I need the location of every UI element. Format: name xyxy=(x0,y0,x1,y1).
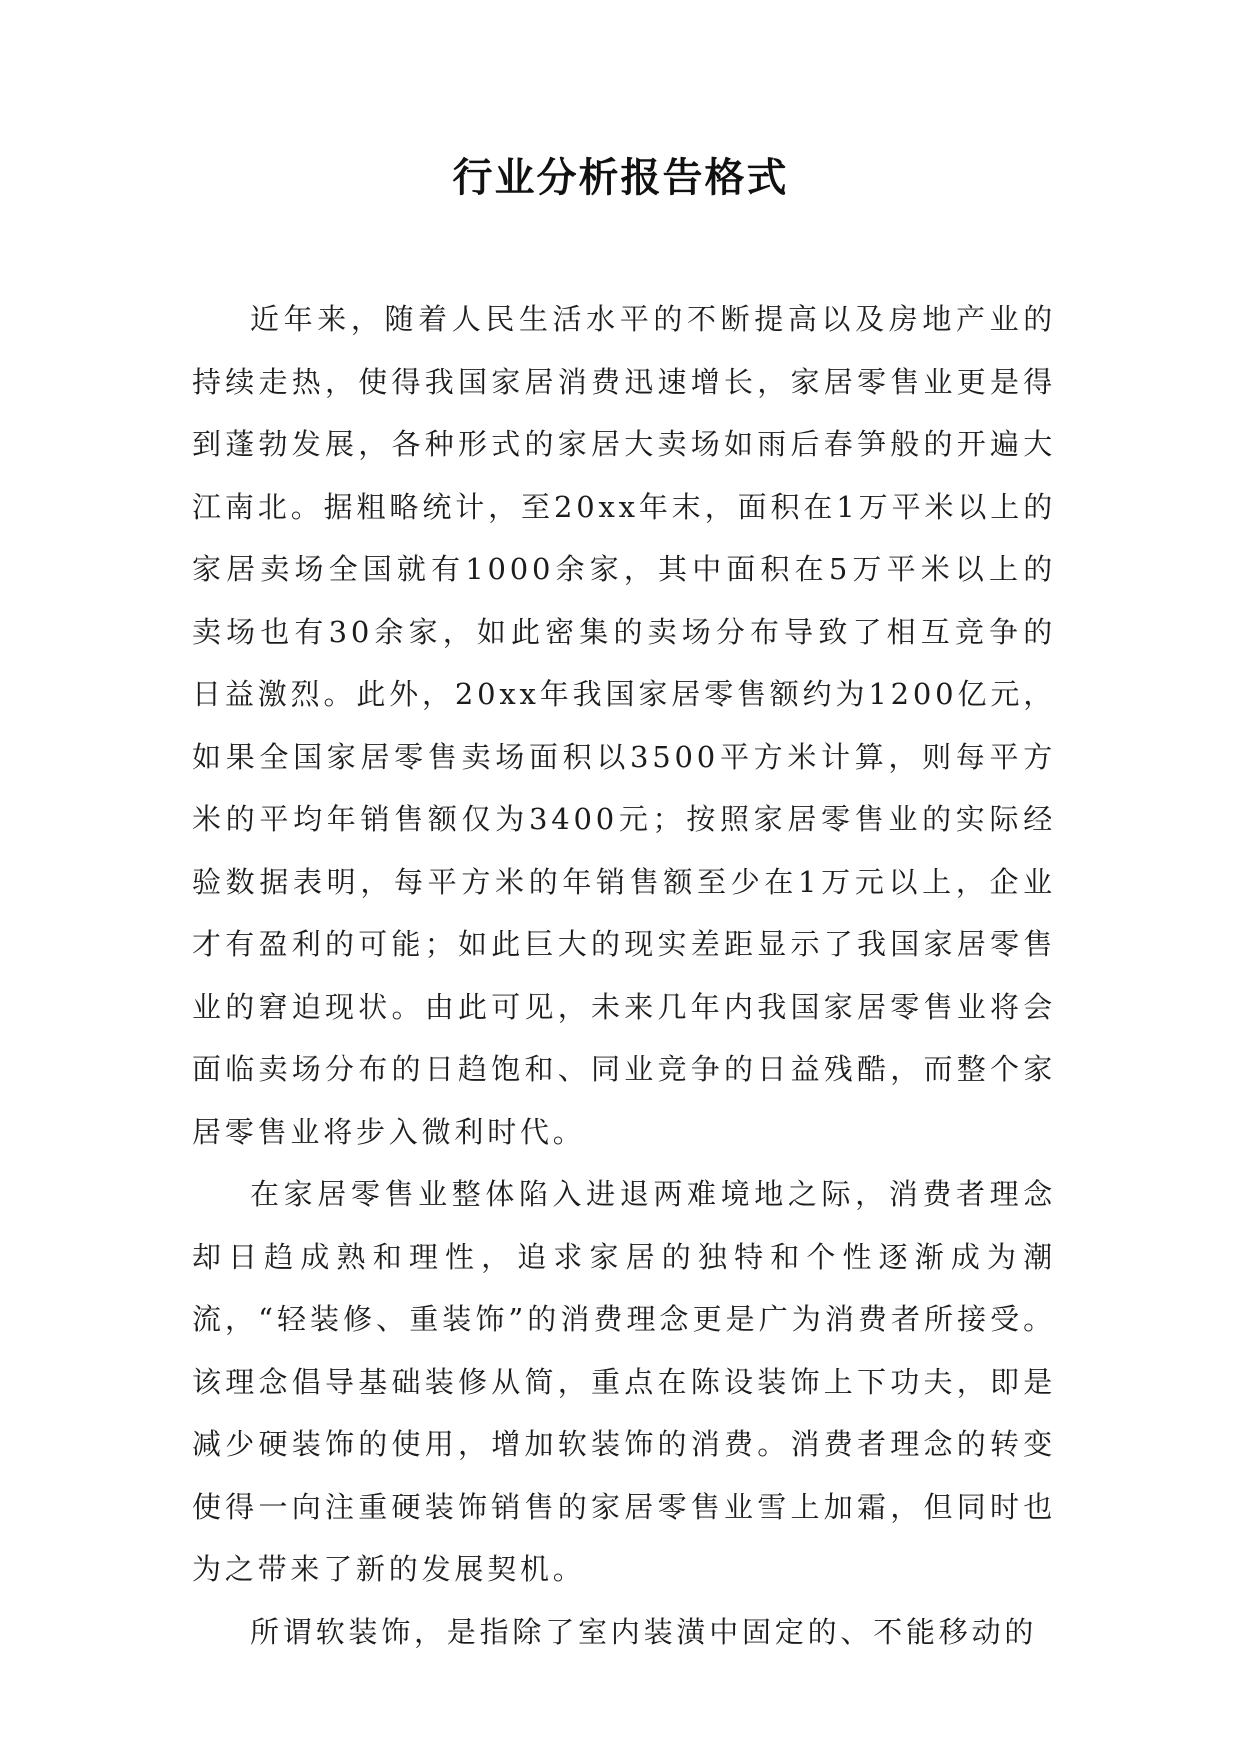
paragraph-3: 所谓软装饰，是指除了室内装潢中固定的、不能移动的 xyxy=(250,1614,1038,1649)
document-title: 行业分析报告格式 xyxy=(452,155,789,201)
document-body xyxy=(192,288,1056,1663)
paragraph-1: 近年来，随着人民生活水平的不断提高以及房地产业的持续走热，使得我国家居消费迅速增长，家居零售业更是得到蓬勃发展，各种形式的家居大卖场如雨后春笋般的开遍大江南北。据粗略统计，至20xx年末，面积在1万平米以上的家居卖场全国就有1000余家，其中面积在5万平米以上的卖场也有30余家，如此密集的卖场分布导致了相互竞争的日益激烈。此外，20xx年我国家居零售额约为1200亿元，如果全国家居零售卖场面积以3500平方米计算，则每平方米的平均年销售额仅为3400元；按照家居零售业的实际经验数据表明，每平方米的年销售额至少在1万元以上，企业才有盈利的可能；如此巨大的现实差距显示了我国家居零售业的窘迫现状。由此可见，未来几年内我国家居零售业将会面临卖场分布的日趋饱和、同业竞争的日益残酷，而整个家居零售业将步入微利时代。 xyxy=(192,302,1056,1149)
paragraph-2: 在家居零售业整体陷入进退两难境地之际，消费者理念却日趋成熟和理性，追求家居的独特和个性逐渐成为潮流，“轻装修、重装饰”的消费理念更是广为消费者所接受。该理念倡导基础装修从简，重点在陈设装饰上下功夫，即是减少硬装饰的使用，增加软装饰的消费。消费者理念的转变使得一向注重硬装饰销售的家居零售业雪上加霜，但同时也为之带来了新的发展契机。 xyxy=(192,1177,1056,1586)
